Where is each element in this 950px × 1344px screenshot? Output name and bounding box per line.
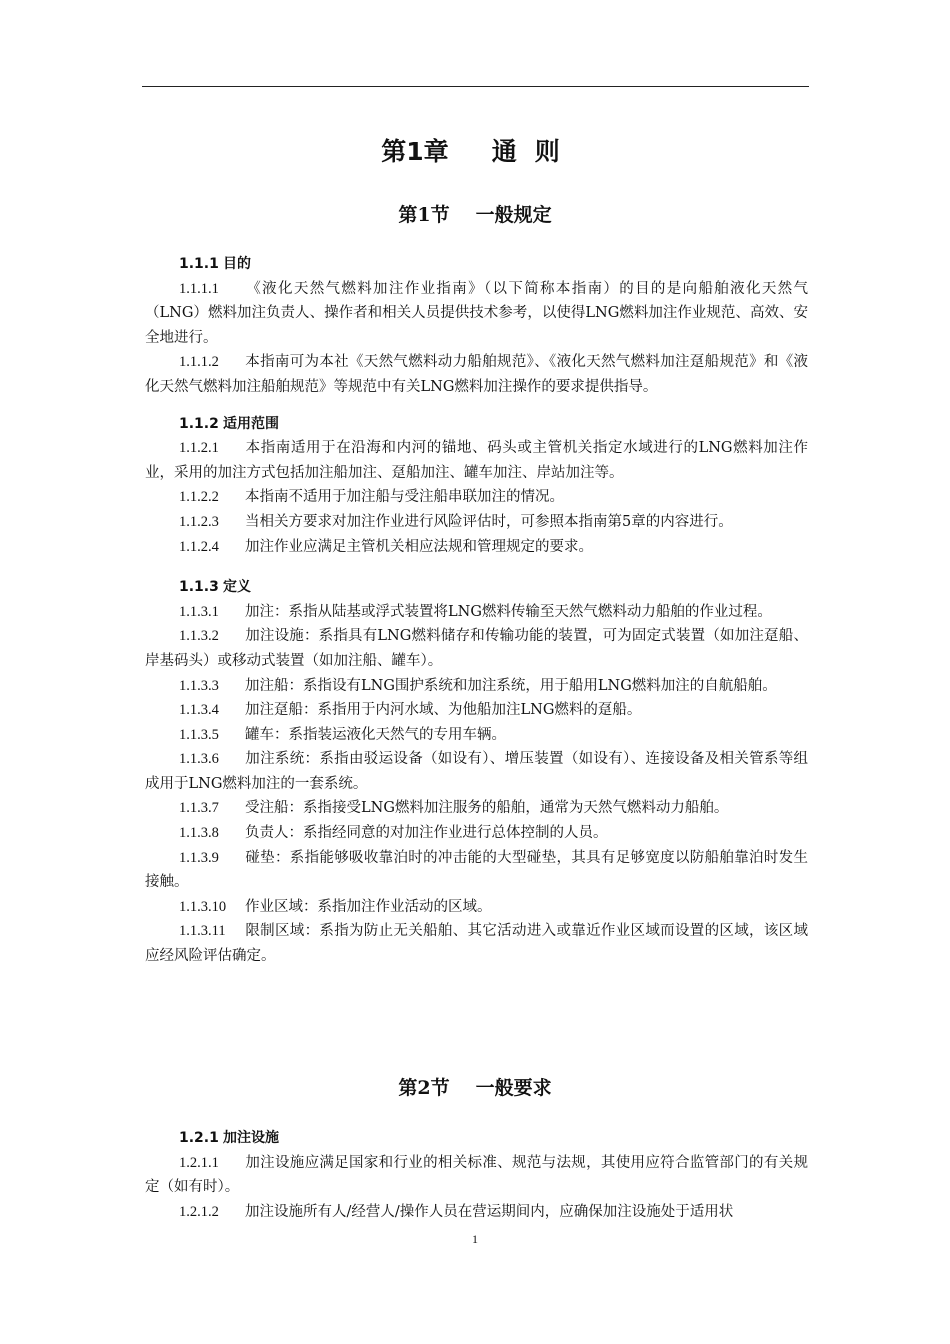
paragraph: 1.1.3.11 限制区域：系指为防止无关船舶、其它活动进入或靠近作业区域而设置的区域，该区域应经风险评估确定。 [145,923,808,965]
paragraph: 1.2.1.2 加注设施所有人/经营人/操作人员在营运期间内，应确保加注设施处于适用状 [179,1203,734,1220]
paragraph: 1.1.3.3 加注船：系指设有LNG围护系统和加注系统，用于船用LNG燃料加注的自航船舶。 [179,677,777,694]
paragraph: 1.1.3.5 罐车：系指装运液化天然气的专用车辆。 [179,726,506,743]
paragraph: 1.1.3.9 碰垫：系指能够吸收靠泊时的冲击能的大型碰垫，其具有足够宽度以防船舶靠泊时发生接触。 [145,849,808,891]
page-number: 1 [472,1232,478,1246]
section-number: 第2节 [398,1077,450,1099]
section-heading-1 [0,201,950,229]
section-1-body [145,252,808,969]
paragraph: 1.1.2.2 本指南不适用于加注船与受注船串联加注的情况。 [179,489,564,506]
subsection-heading: 1.2.1 加注设施 [179,1130,279,1146]
header-rule [142,86,809,87]
chapter-title-char: 通 [491,137,517,166]
paragraph: 1.1.3.8 负责人：系指经同意的对加注作业进行总体控制的人员。 [179,825,608,842]
section-title: 一般规定 [475,204,552,226]
paragraph: 1.1.3.7 受注船：系指接受LNG燃料加注服务的船舶，通常为天然气燃料动力船舶。 [179,800,729,817]
paragraph: 1.1.1.1 《液化天然气燃料加注作业指南》（以下简称本指南）的目的是向船舶液化天然气（LNG）燃料加注负责人、操作者和相关人员提供技术参考，以使得LNG燃料加注作业规范、高效、安全地进行。 [145,280,808,346]
chapter-title [0,134,950,170]
paragraph: 1.2.1.1 加注设施应满足国家和行业的相关标准、规范与法规，其使用应符合监管部门的有关规定（如有时）。 [145,1154,808,1196]
section-2-body [145,1126,808,1224]
subsection-heading: 1.1.2 适用范围 [179,415,279,432]
paragraph: 1.1.2.1 本指南适用于在沿海和内河的锚地、码头或主管机关指定水域进行的LNG燃料加注作业，采用的加注方式包括加注船加注、趸船加注、罐车加注、岸站加注等。 [145,440,808,481]
section-title: 一般要求 [475,1077,552,1099]
chapter-title-char: 则 [534,137,560,166]
paragraph: 1.1.1.2 本指南可为本社《天然气燃料动力船舶规范》、《液化天然气燃料加注趸船规范》和《液化天然气燃料加注船舶规范》等规范中有关LNG燃料加注操作的要求提供指导。 [145,354,808,395]
section-heading-2 [0,1074,950,1102]
paragraph: 1.1.2.4 加注作业应满足主管机关相应法规和管理规定的要求。 [179,538,593,555]
paragraph: 1.1.3.6 加注系统：系指由驳运设备（如设有）、增压装置（如设有）、连接设备及相关管系等组成用于LNG燃料加注的一套系统。 [145,751,808,792]
subsection-heading: 1.1.1 目的 [179,256,251,272]
paragraph: 1.1.2.3 当相关方要求对加注作业进行风险评估时，可参照本指南第5章的内容进行。 [179,513,733,530]
paragraph: 1.1.3.1 加注：系指从陆基或浮式装置将LNG燃料传输至天然气燃料动力船舶的作业过程。 [179,603,772,620]
paragraph: 1.1.3.4 加注趸船：系指用于内河水域、为他船加注LNG燃料的趸船。 [179,702,642,719]
paragraph: 1.1.3.2 加注设施：系指具有LNG燃料储存和传输功能的装置，可为固定式装置（如加注趸船、岸基码头）或移动式装置（如加注船、罐车）。 [145,628,808,669]
chapter-number: 第1章 [381,137,449,166]
section-number: 第1节 [398,204,450,226]
subsection-heading: 1.1.3 定义 [179,579,251,596]
paragraph: 1.1.3.10 作业区域：系指加注作业活动的区域。 [179,898,492,915]
